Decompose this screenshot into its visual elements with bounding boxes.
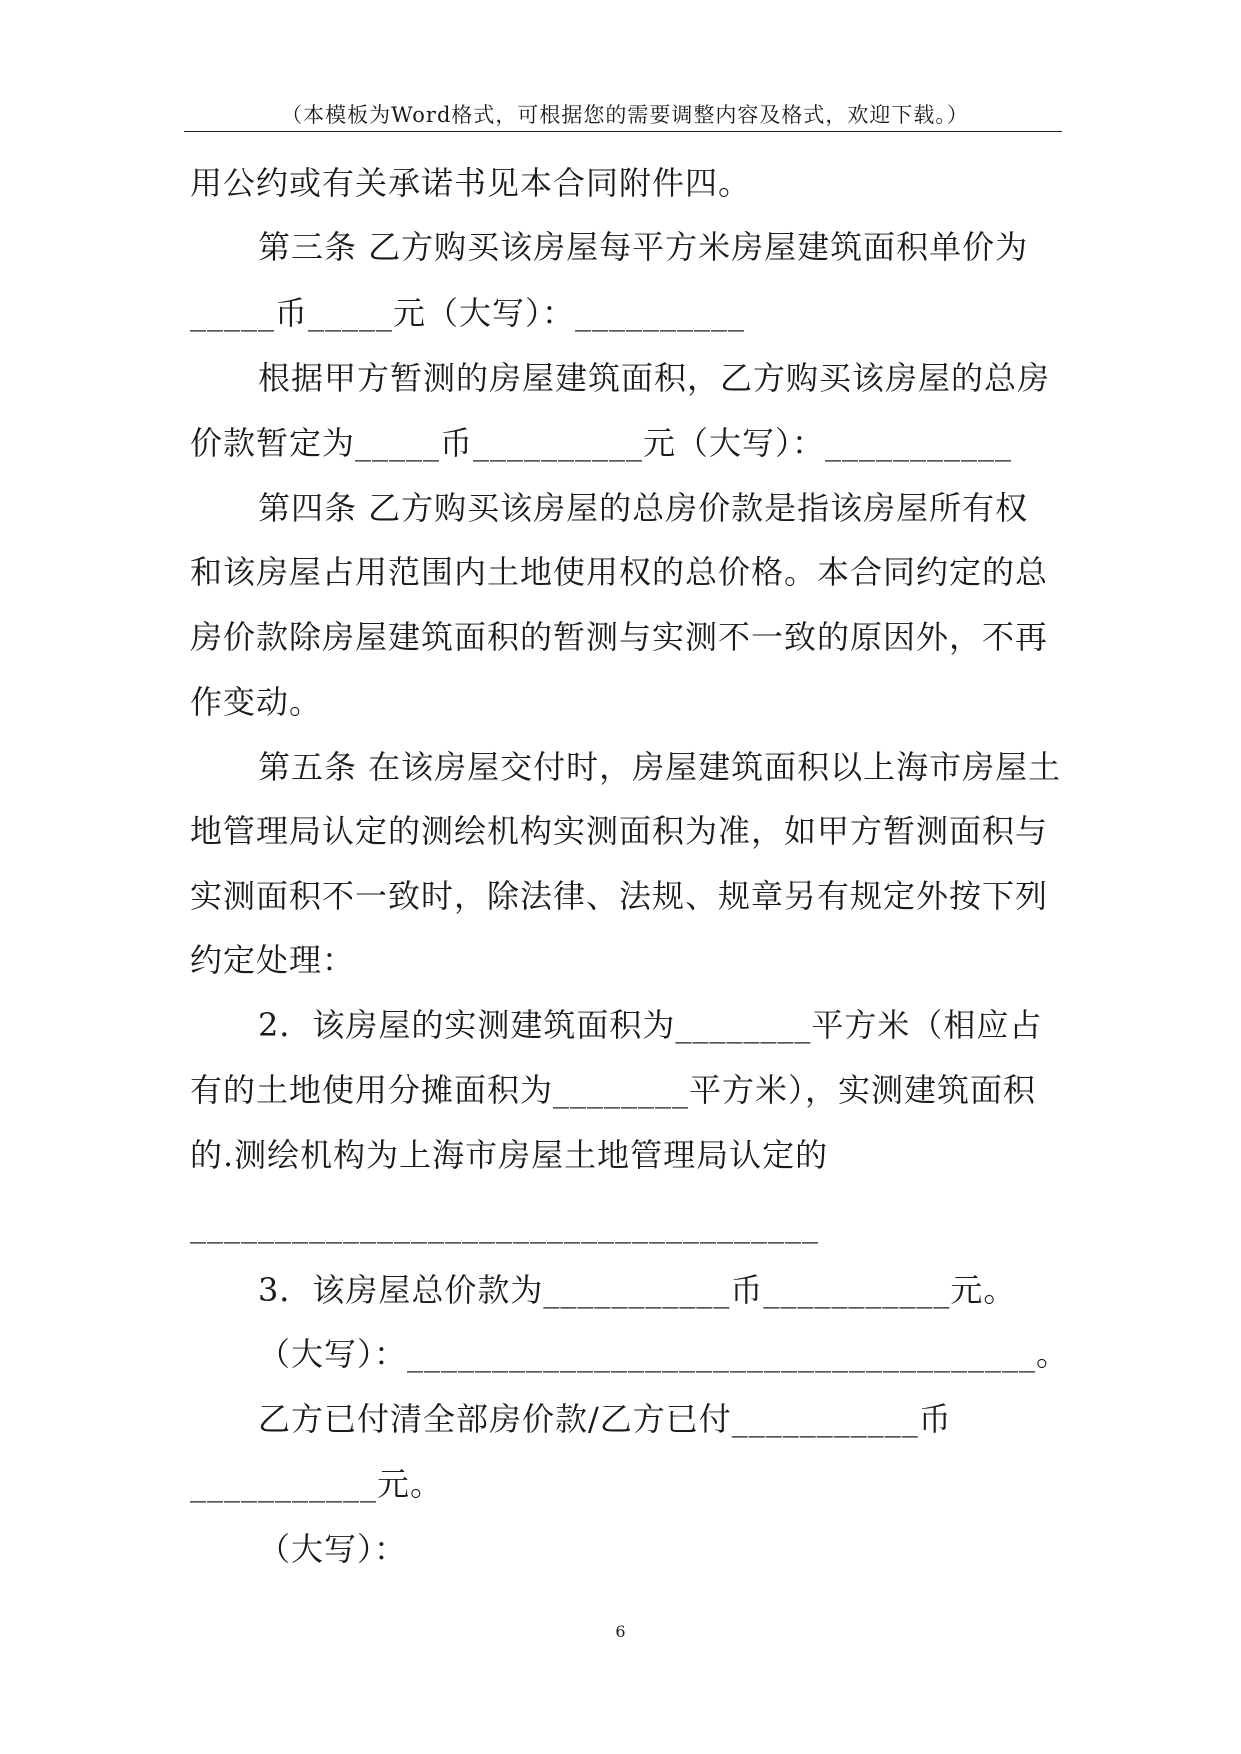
body-line: 有的土地使用分摊面积为________平方米），实测建筑面积: [190, 1071, 1037, 1109]
blank-signature-line: _____________________________________: [190, 1206, 819, 1244]
body-line: 乙方已付清全部房价款/乙方已付___________币: [258, 1400, 952, 1438]
body-line: 2．该房屋的实测建筑面积为________平方米（相应占: [258, 1006, 1043, 1044]
body-line: ___________元。: [190, 1465, 444, 1503]
body-line: 根据甲方暂测的房屋建筑面积，乙方购买该房屋的总房: [258, 359, 1051, 397]
body-line: 的.测绘机构为上海市房屋土地管理局认定的: [190, 1136, 829, 1174]
page-number: 6: [615, 1622, 626, 1641]
header-note: （本模板为Word格式，可根据您的需要调整内容及格式，欢迎下载。）: [281, 103, 969, 127]
body-line: _____币_____元（大写）：__________: [190, 294, 746, 332]
body-line: 作变动。: [190, 683, 323, 721]
body-line: 约定处理：: [190, 941, 356, 979]
body-line: 第五条 在该房屋交付时，房屋建筑面积以上海市房屋土: [258, 748, 1062, 786]
body-line: （大写）：_____________________________________。: [258, 1335, 1070, 1373]
header-divider: [184, 131, 1062, 132]
body-line: 3．该房屋总价款为___________币___________元。: [258, 1271, 1017, 1309]
body-line: 地管理局认定的测绘机构实测面积为准，如甲方暂测面积与: [190, 812, 1049, 850]
body-line: 实测面积不一致时，除法律、法规、规章另有规定外按下列: [190, 877, 1049, 915]
body-line: （大写）：: [258, 1530, 408, 1568]
body-line: 第四条 乙方购买该房屋的总房价款是指该房屋所有权: [258, 489, 1029, 527]
body-line: 价款暂定为_____币__________元（大写）：___________: [190, 424, 1013, 462]
body-line: 房价款除房屋建筑面积的暂测与实测不一致的原因外，不再: [190, 618, 1049, 656]
body-line: 和该房屋占用范围内土地使用权的总价格。本合同约定的总: [190, 553, 1049, 591]
body-line: 第三条 乙方购买该房屋每平方米房屋建筑面积单价为: [258, 228, 1029, 266]
body-line: 用公约或有关承诺书见本合同附件四。: [190, 164, 752, 202]
